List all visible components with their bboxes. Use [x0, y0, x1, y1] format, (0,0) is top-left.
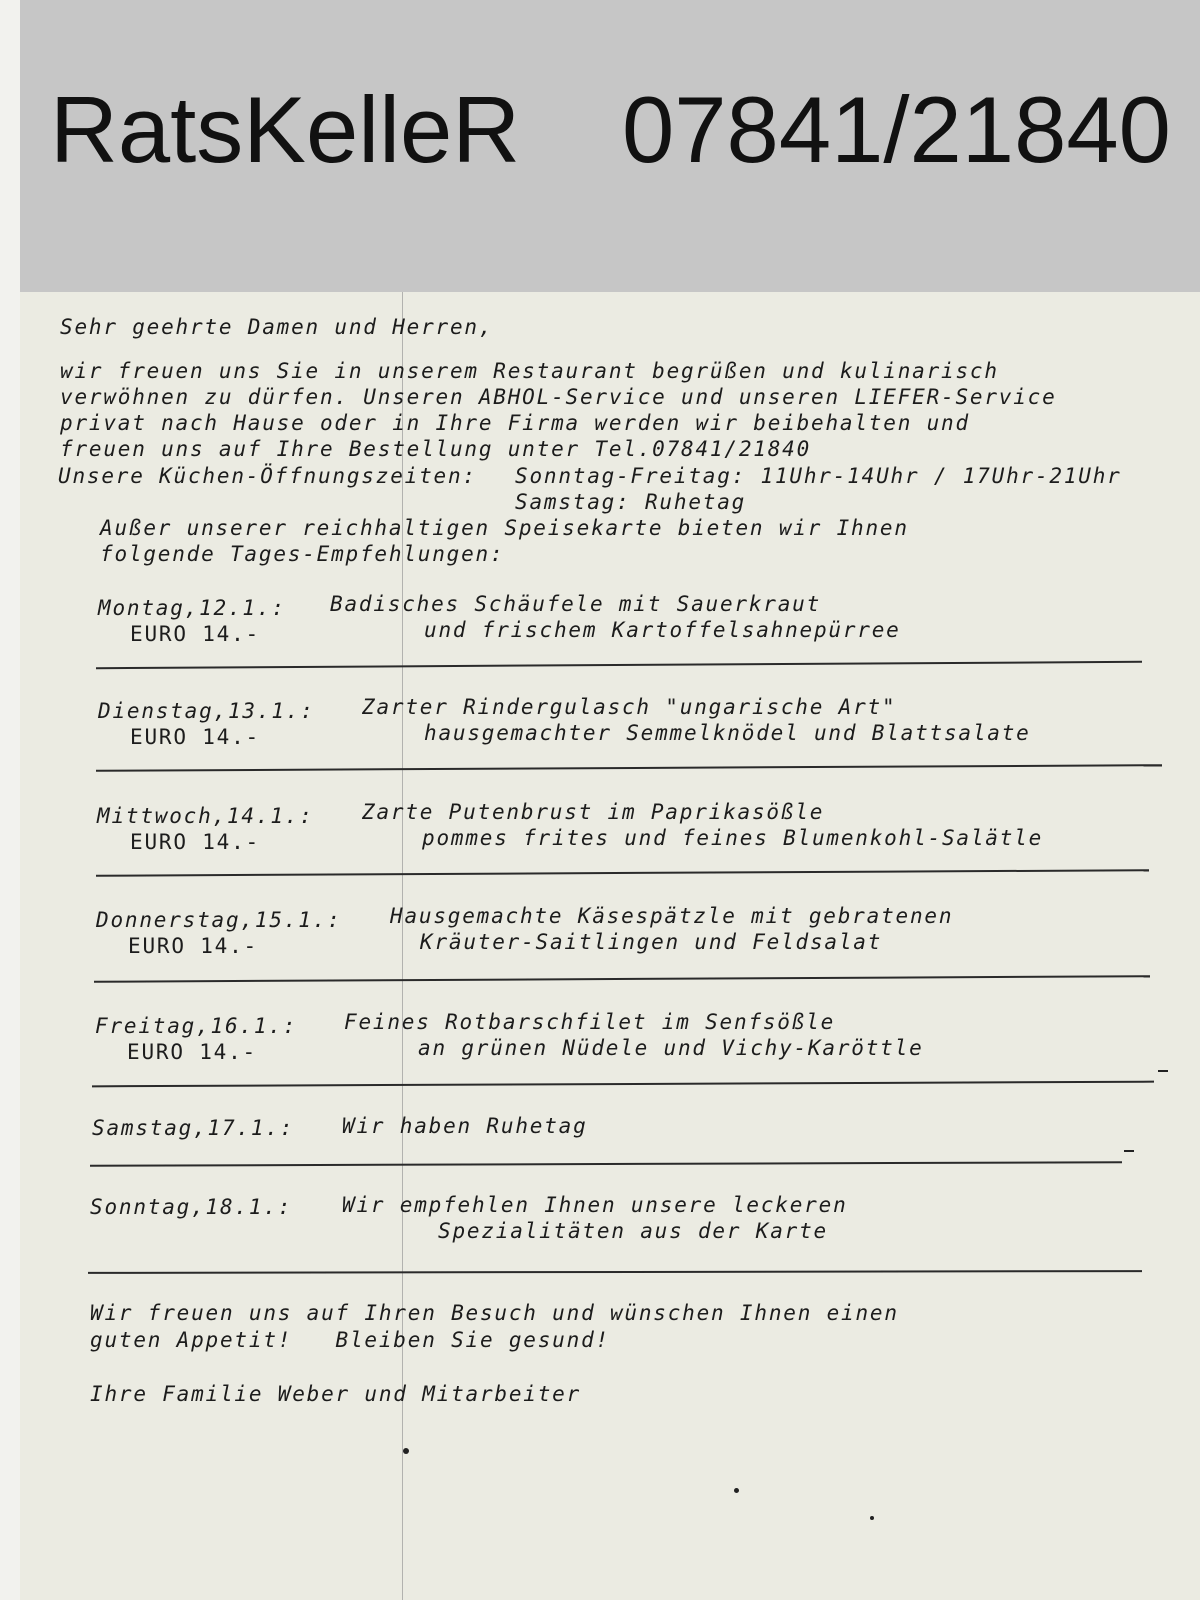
recommend-line: Außer unserer reichhaltigen Speisekarte bieten wir Ihnen	[100, 516, 909, 540]
dish-line: Zarter Rindergulasch "ungarische Art"	[362, 695, 897, 719]
divider-line	[96, 764, 1162, 771]
hours-saturday: Samstag: Ruhetag	[515, 490, 747, 514]
dish-line: hausgemachter Semmelknödel und Blattsalate	[424, 721, 1031, 745]
divider-line	[96, 661, 1142, 669]
price: EURO 14.-	[130, 622, 260, 646]
day-label: Samstag,17.1.:	[92, 1116, 295, 1140]
divider-line	[92, 1081, 1154, 1087]
divider-line	[94, 975, 1150, 982]
dish-line: Spezialitäten aus der Karte	[438, 1219, 828, 1243]
hours-label: Unsere Küchen-Öffnungszeiten:	[58, 464, 477, 488]
dish-line: pommes frites und feines Blumenkohl-Salätle	[422, 826, 1044, 850]
day-label: Montag,12.1.:	[98, 596, 286, 620]
day-label: Sonntag,18.1.:	[90, 1195, 293, 1219]
intro-line: freuen uns auf Ihre Bestellung unter Tel.07841/21840	[60, 437, 812, 461]
dish-line: und frischem Kartoffelsahnepürree	[424, 618, 901, 642]
dish-line: Wir haben Ruhetag	[342, 1114, 588, 1138]
divider-line	[88, 1270, 1142, 1273]
ink-speck	[1158, 1070, 1168, 1072]
intro-line: privat nach Hause oder in Ihre Firma werden wir beibehalten und	[60, 411, 970, 435]
price: EURO 14.-	[130, 725, 260, 749]
day-label: Donnerstag,15.1.:	[96, 908, 342, 932]
divider-line	[96, 869, 1149, 876]
divider-line	[90, 1161, 1122, 1166]
dish-line: Kräuter-Saitlingen und Feldsalat	[420, 930, 883, 954]
day-label: Mittwoch,14.1.:	[97, 804, 314, 828]
ink-speck	[870, 1516, 874, 1520]
ink-speck	[1124, 1150, 1134, 1152]
dish-line: Badisches Schäufele mit Sauerkraut	[330, 592, 822, 616]
greeting: Sehr geehrte Damen und Herren,	[60, 315, 494, 339]
ink-speck	[403, 1448, 409, 1454]
intro-line: verwöhnen zu dürfen. Unseren ABHOL-Service und unseren LIEFER-Service	[60, 385, 1057, 409]
day-label: Freitag,16.1.:	[95, 1014, 298, 1038]
dish-line: an grünen Nüdele und Vichy-Karöttle	[418, 1036, 924, 1060]
dish-line: Feines Rotbarschfilet im Senfsößle	[344, 1010, 836, 1034]
ink-speck	[734, 1488, 739, 1493]
closing-line: guten Appetit! Bleiben Sie gesund!	[90, 1328, 610, 1352]
dish-line: Hausgemachte Käsespätzle mit gebratenen	[390, 904, 954, 928]
closing-line: Wir freuen uns auf Ihren Besuch und wünschen Ihnen einen	[90, 1301, 899, 1325]
page-edge	[0, 0, 20, 1600]
price: EURO 14.-	[130, 830, 260, 854]
signature: Ihre Familie Weber und Mitarbeiter	[90, 1382, 582, 1406]
hours-weekdays: Sonntag-Freitag: 11Uhr-14Uhr / 17Uhr-21Uhr	[515, 464, 1122, 488]
phone-number: 07841/21840	[622, 77, 1171, 182]
header-banner	[20, 0, 1200, 292]
restaurant-name: RatsKelleR	[50, 77, 521, 182]
dish-line: Zarte Putenbrust im Paprikasößle	[362, 800, 825, 824]
day-label: Dienstag,13.1.:	[98, 699, 315, 723]
price: EURO 14.-	[127, 1040, 257, 1064]
recommend-line: folgende Tages-Empfehlungen:	[100, 542, 505, 566]
price: EURO 14.-	[128, 934, 258, 958]
dish-line: Wir empfehlen Ihnen unsere leckeren	[342, 1193, 848, 1217]
intro-line: wir freuen uns Sie in unserem Restaurant begrüßen und kulinarisch	[60, 359, 999, 383]
